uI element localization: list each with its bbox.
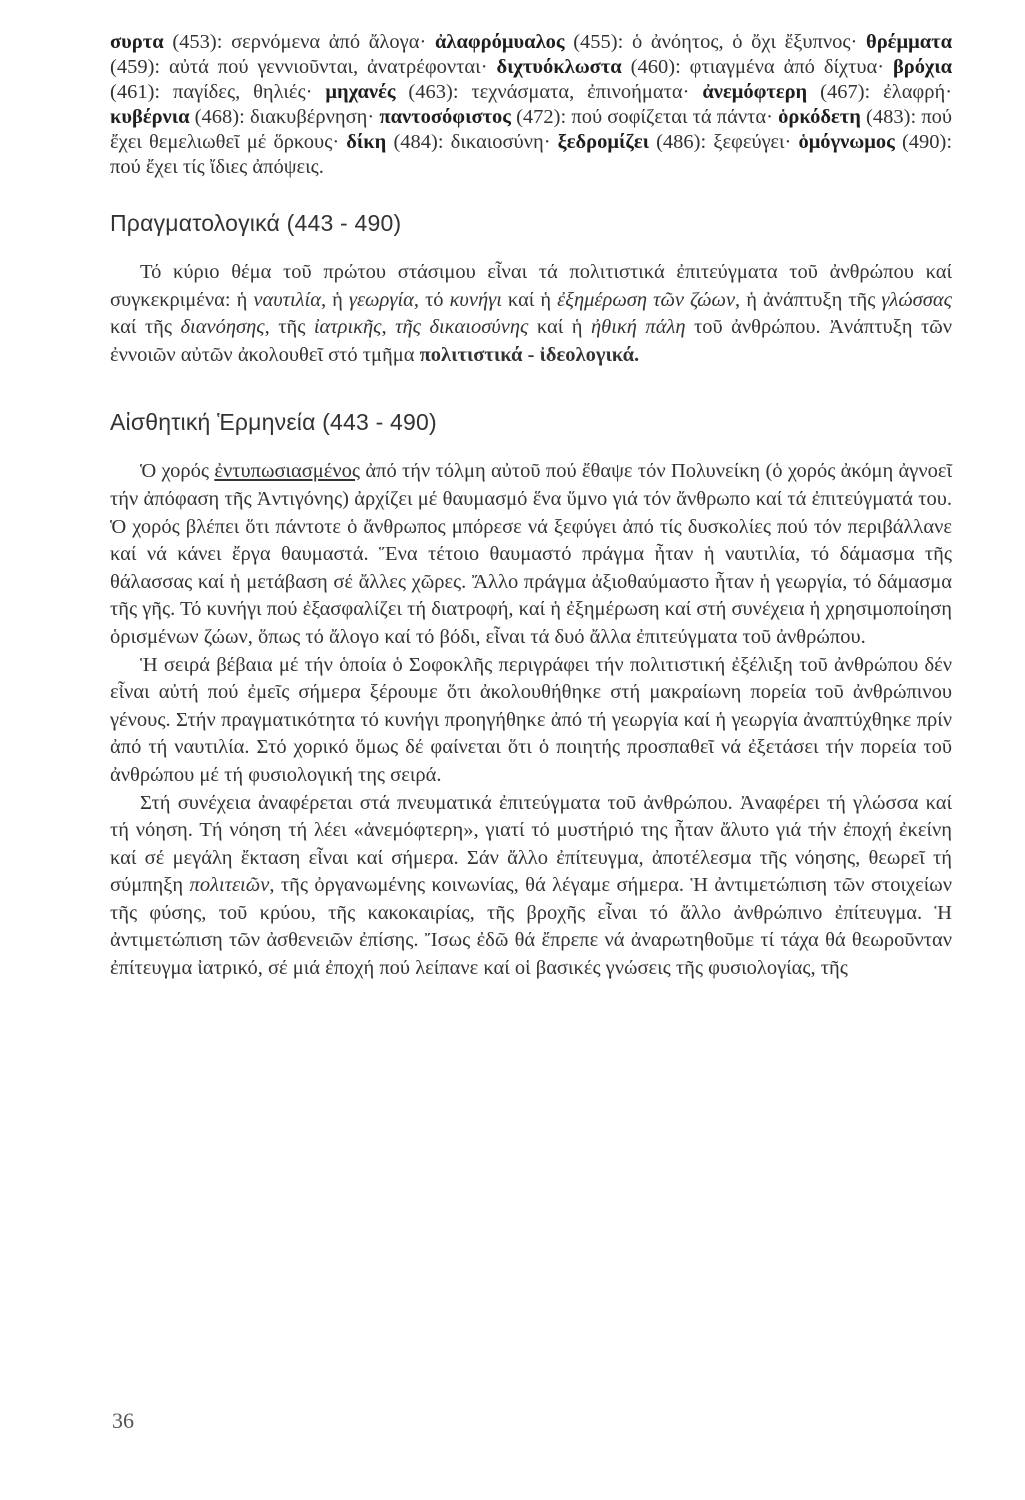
section2-paragraph-3: Στή συνέχεια ἀναφέρεται στά πνευματικά ἐπιτεύγματα τοῦ ἀνθρώπου. Ἀναφέρει τή γλώσσα καί τή νόηση. Τή νόηση τή λέει «ἀνεμόφτερη», γιατί τό μυστήριό της ἦταν ἄλυτο γιά τήν ἐποχή ἐκείνη καί σέ μεγάλη ἔκταση εἶναι καί σήμερα. Σάν ἄλλο ἐπίτευγμα, ἀποτέλεσμα τῆς νόησης, θεωρεῖ τή σύμπηξη πολιτειῶν, τῆς ὀργανωμένης κοινωνίας, θά λέγαμε σήμερα. Ἡ ἀντιμετώπιση τῶν στοιχείων τῆς φύσης, τοῦ κρύου, τῆς κακοκαιρίας, τῆς βροχῆς εἶναι τό ἄλλο ἀνθρώπινο ἐπίτευγμα. Ἡ ἀντιμετώπιση τῶν ἀσθενειῶν ἐπίσης. Ἴσως ἐδῶ θά ἔπρεπε νά ἀναρωτηθοῦμε τί τάχα θά θεωροῦνταν ἐπίτευγμα ἰατρικό, σέ μιά ἐποχή πού λείπανε καί οἱ βασικές γνώσεις τῆς φυσιολογίας, τῆς bbox=[110, 791, 953, 980]
gloss-ref: (461) bbox=[110, 81, 155, 103]
gloss-def: ξεφεύγει bbox=[713, 131, 785, 153]
page-number: 36 bbox=[112, 1408, 134, 1433]
glossary-block: συρτα (453): σερνόμενα ἀπό ἄλογα· ἀλαφρόμυαλος (455): ὁ ἀνόητος, ὁ ὄχι ἔξυπνος· θρέμματα (459): αὐτά πού γεννιοῦνται, ἀνατρέφονται· διχτυόκλωστα (460): φτιαγμένα ἀπό δίχτυα· βρόχια (461): παγίδες, θηλιές· μηχανές (463): τεχνάσματα, ἐπινοήματα· ἀνεμόφτερη (467): ἐλαφρή· κυβέρνια (468): διακυβέρνηση· παντοσόφιστος (472): πού σοφίζεται τά πάντα· ὁρκόδετη (483): πού ἔχει θεμελιωθεῖ μέ ὅρκους· δίκη (484): δικαιοσύνη· ξεδρομίζει (486): ξεφεύγει· ὁμόγνωμος (490): πού ἔχει τίς ἴδιες ἀπόψεις. bbox=[110, 31, 953, 178]
section1-paragraph: Τό κύριο θέμα τοῦ πρώτου στάσιμου εἶναι τά πολιτιστικά ἐπιτεύγματα τοῦ ἀνθρώπου καί συγκεκριμένα: ἡ ναυτιλία, ἡ γεωργία, τό κυνήγι καί ἡ ἐξημέρωση τῶν ζώων, ἡ ἀνάπτυξη τῆς γλώσσας καί τῆς διανόησης, τῆς ἰατρικῆς, τῆς δικαιοσύνης καί ἡ ἠθική πάλη τοῦ ἀνθρώπου. Ἀνάπτυξη τῶν ἐννοιῶν αὐτῶν ἀκολουθεῖ στό τμῆμα πολιτιστικά - ἰδεολογικά. bbox=[110, 261, 953, 366]
gloss-def: διακυβέρνηση bbox=[249, 106, 368, 128]
gloss-ref: (486) bbox=[656, 131, 701, 153]
gloss-ref: (484) bbox=[393, 131, 438, 153]
gloss-def: δικαιοσύνη bbox=[450, 131, 544, 153]
gloss-ref: (490) bbox=[901, 131, 947, 153]
gloss-term: ὁμόγνωμος bbox=[798, 131, 895, 153]
gloss-ref: (453) bbox=[172, 31, 217, 53]
gloss-def: τεχνάσματα, ἐπινοήματα bbox=[471, 81, 683, 103]
gloss-def: πού ἔχει θεμελιωθεῖ μέ ὅρκους bbox=[110, 106, 953, 153]
section2-paragraph-1: Ὁ χορός ἐντυπωσιασμένος ἀπό τήν τόλμη αὐτοῦ πού ἔθαψε τόν Πολυνείκη (ὁ χορός ἀκόμη ἀγνοεῖ τήν ἀπόφαση τῆς Ἀντιγόνης) ἀρχίζει μέ θαυμασμό ἕνα ὕμνο γιά τόν ἄνθρωπο καί τά ἐπιτεύγματά του. Ὁ χορός βλέπει ὅτι πάντοτε ὁ ἄνθρωπος μπόρεσε νά ξεφύγει ἀπό τίς δυσκολίες πού τόν περιβάλλανε καί νά κάνει ἔργα θαυμαστά. Ἕνα τέτοιο θαυμαστό πράγμα ἦταν ἡ ναυτιλία, τό δάμασμα τῆς θάλασσας καί ἡ μετάβαση σέ ἄλλες χῶρες. Ἄλλο πράγμα ἀξιοθαύμαστο ἦταν ἡ γεωργία, τό δάμασμα τῆς γῆς. Τό κυνήγι πού ἐξασφαλίζει τή διατροφή, καί ἡ ἐξημέρωση καί στή συνέχεια ἡ χρησιμοποίηση ὁρισμένων ζώων, ὅπως τό ἄλογο καί τό βόδι, εἶναι τά δυό ἄλλα ἐπιτεύγματα τοῦ ἀνθρώπου. bbox=[110, 460, 952, 648]
gloss-def: αὐτά πού γεννιοῦνται, ἀνατρέφονται bbox=[169, 56, 481, 78]
gloss-ref: (467) bbox=[820, 81, 865, 103]
gloss-def: ὁ ἀνόητος, ὁ ὄχι ἔξυπνος bbox=[631, 31, 851, 53]
gloss-term: θρέμματα bbox=[866, 31, 953, 53]
gloss-term: παντοσόφιστος bbox=[379, 106, 511, 128]
gloss-def: σερνόμενα ἀπό ἄλογα bbox=[231, 31, 420, 53]
gloss-def: πού ἔχει τίς ἴδιες ἀπόψεις. bbox=[110, 156, 324, 178]
gloss-term: ὁρκόδετη bbox=[778, 106, 861, 128]
section2-paragraph-2: Ἡ σειρά βέβαια μέ τήν ὁποία ὁ Σοφοκλῆς περιγράφει τήν πολιτιστική ἐξέλιξη τοῦ ἀνθρώπου δέν εἶναι αὐτή πού ἐμεῖς σήμερα ξέρουμε ὅτι ἀκολουθήθηκε στή μακραίωνη πορεία τοῦ ἀνθρώπινου γένους. Στήν πραγματικότητα τό κυνήγι προηγήθηκε ἀπό τή γεωργία καί ἡ γεωργία ἀναπτύχθηκε πρίν ἀπό τή ναυτιλία. Στό χορικό ὅμως δέ φαίνεται ὅτι ὁ ποιητής προσπαθεῖ νά ἐξετάσει τήν πορεία τοῦ ἀνθρώπου μέ τή φυσιολογική της σειρά. bbox=[110, 653, 952, 786]
gloss-term: βρόχια bbox=[892, 56, 953, 78]
gloss-ref: (472) bbox=[516, 106, 561, 128]
gloss-ref: (459) bbox=[110, 56, 155, 78]
gloss-term: ἀλαφρόμυαλος bbox=[434, 31, 565, 53]
gloss-def: φτιαγμένα ἀπό δίχτυα bbox=[689, 56, 878, 78]
gloss-term: διχτυόκλωστα bbox=[496, 56, 622, 78]
gloss-ref: (463) bbox=[408, 81, 453, 103]
gloss-ref: (460) bbox=[630, 56, 676, 78]
gloss-term: δίκη bbox=[346, 131, 387, 153]
gloss-ref: (455) bbox=[573, 31, 618, 53]
section-heading-pragmatologika: Πραγματολογικά (443 - 490) bbox=[110, 210, 402, 236]
gloss-def: ἐλαφρή bbox=[883, 81, 946, 103]
page-content bbox=[110, 30, 952, 983]
gloss-term: συρτα bbox=[110, 31, 164, 53]
gloss-term: μηχανές bbox=[325, 81, 396, 103]
gloss-term: κυβέρνια bbox=[110, 106, 190, 128]
section-heading-aisthitiki: Αἰσθητική Ἑρμηνεία (443 - 490) bbox=[110, 409, 437, 436]
gloss-ref: (468) bbox=[194, 106, 240, 128]
gloss-def: πού σοφίζεται τά πάντα bbox=[571, 106, 767, 128]
gloss-def: παγίδες, θηλιές bbox=[173, 81, 306, 103]
gloss-term: ξεδρομίζει bbox=[557, 131, 649, 153]
gloss-ref: (483) bbox=[866, 106, 911, 128]
gloss-term: ἀνεμόφτερη bbox=[702, 81, 808, 103]
